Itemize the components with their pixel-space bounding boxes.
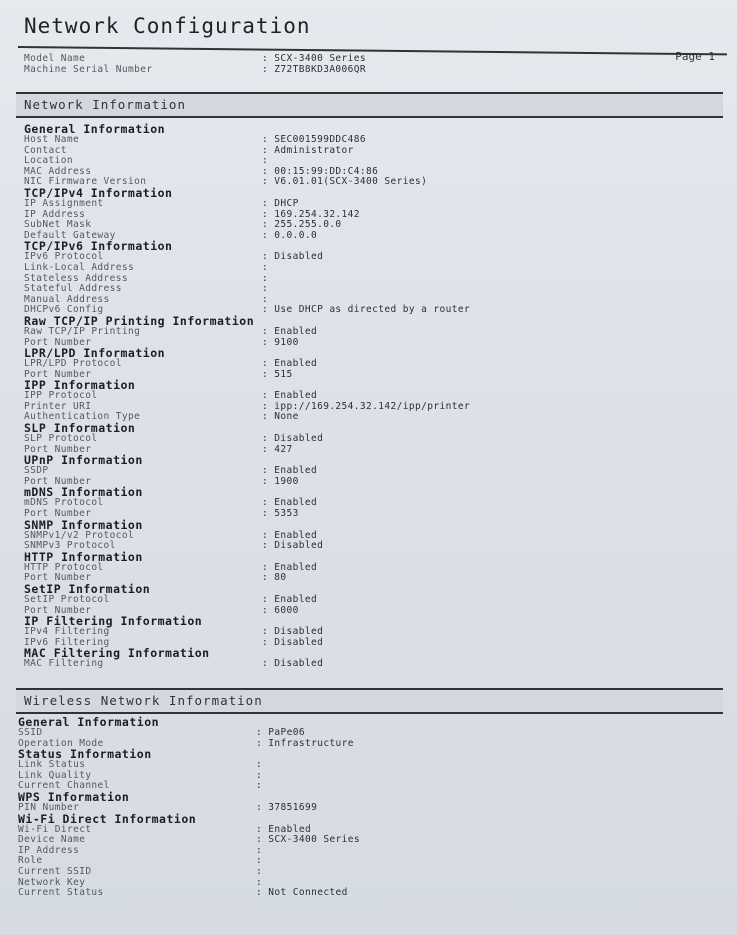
- field-label: Role: [18, 855, 43, 867]
- field-label: Link Status: [18, 759, 86, 771]
- field-value: : 255.255.0.0: [262, 219, 342, 231]
- group-heading-ip-filtering-information: IP Filtering Information: [24, 614, 203, 629]
- field-value: : Enabled: [262, 529, 318, 541]
- field-value: : 169.254.32.142: [262, 208, 360, 220]
- field-value: : V6.01.01(SCX-3400 Series): [262, 176, 428, 188]
- field-label: Default Gateway: [24, 229, 116, 241]
- field-label: LPR/LPD Protocol: [24, 358, 122, 370]
- group-heading-wi-fi-direct-information: Wi-Fi Direct Information: [18, 811, 197, 826]
- section-header-network: Network Information: [16, 92, 723, 118]
- field-value: : 9100: [262, 336, 299, 348]
- field-value: :: [256, 844, 263, 856]
- field-label: Port Number: [24, 475, 92, 487]
- field-label: IP Address: [18, 844, 80, 856]
- field-value: : 00:15:99:DD:C4:86: [262, 165, 379, 177]
- field-value: :: [256, 769, 263, 781]
- field-row-current-status: [18, 888, 538, 899]
- field-label: Stateless Address: [24, 272, 129, 284]
- field-value: :: [256, 780, 263, 792]
- meta-label: Machine Serial Number: [24, 63, 153, 75]
- field-label: Location: [24, 155, 73, 167]
- field-value: : Enabled: [262, 325, 318, 337]
- field-value: : Disabled: [262, 658, 324, 670]
- field-value: : Disabled: [262, 251, 324, 263]
- group-heading-slp-information: SLP Information: [24, 421, 136, 436]
- field-label: Port Number: [24, 508, 92, 520]
- field-label: Printer URI: [24, 400, 92, 412]
- field-value: :: [262, 155, 269, 167]
- field-value: : Enabled: [256, 823, 312, 835]
- field-row-device-name: [18, 835, 538, 846]
- field-label: DHCPv6 Config: [24, 304, 104, 316]
- field-value: : PaPe06: [256, 727, 305, 738]
- field-label: Stateful Address: [24, 283, 122, 295]
- field-value: : Infrastructure: [256, 737, 354, 749]
- field-label: Link-Local Address: [24, 261, 135, 273]
- field-value: : Enabled: [262, 358, 318, 370]
- field-value: : Disabled: [262, 540, 324, 552]
- field-value: : None: [262, 411, 299, 423]
- field-label: Manual Address: [24, 293, 110, 305]
- field-label: NIC Firmware Version: [24, 176, 147, 188]
- field-label: Port Number: [24, 604, 92, 616]
- field-label: IP Assignment: [24, 197, 104, 209]
- field-label: IPv4 Filtering: [24, 626, 110, 638]
- field-label: PIN Number: [18, 801, 80, 813]
- group-heading-mdns-information: mDNS Information: [24, 485, 143, 500]
- field-label: Wi-Fi Direct: [18, 823, 92, 835]
- group-heading-general-information: General Information: [18, 715, 160, 729]
- field-label: Current Status: [18, 887, 104, 899]
- group-heading-tcp-ipv6-information: TCP/IPv6 Information: [24, 239, 173, 254]
- field-value: :: [262, 283, 269, 295]
- field-label: IPP Protocol: [24, 390, 98, 402]
- field-label: Authentication Type: [24, 411, 141, 423]
- field-value: : 1900: [262, 475, 299, 487]
- field-value: :: [256, 759, 263, 771]
- field-row-ssid: [18, 728, 538, 739]
- field-label: SubNet Mask: [24, 219, 92, 231]
- field-row-role: [18, 856, 538, 867]
- field-row-raw-tcp-ip-printing: [24, 327, 544, 338]
- device-meta: [24, 54, 724, 75]
- field-row-host-name: [24, 135, 544, 146]
- field-row-ip-address: [18, 846, 538, 857]
- field-label: MAC Address: [24, 165, 92, 177]
- group-heading-snmp-information: SNMP Information: [24, 517, 143, 532]
- field-row-mac-filtering: [24, 659, 544, 670]
- field-value: : Disabled: [262, 433, 324, 445]
- field-label: Port Number: [24, 443, 92, 455]
- field-label: SNMPv3 Protocol: [24, 540, 116, 552]
- group-heading-http-information: HTTP Information: [24, 549, 143, 564]
- field-value: :: [256, 855, 263, 867]
- field-row-link-status: [18, 760, 538, 771]
- meta-value: : SCX-3400 Series: [262, 53, 367, 64]
- field-value: : SEC001599DDC486: [262, 134, 367, 145]
- field-value: : 5353: [262, 508, 299, 520]
- field-value: :: [262, 261, 269, 273]
- field-row-ip-assignment: [24, 199, 544, 210]
- meta-row: [24, 65, 724, 76]
- field-value: : Enabled: [262, 594, 318, 605]
- field-value: : ipp://169.254.32.142/ipp/printer: [262, 400, 471, 412]
- field-row-setip-protocol: [24, 595, 544, 606]
- field-value: : 515: [262, 368, 293, 380]
- field-value: : 80: [262, 572, 287, 584]
- group-heading-ipp-information: IPP Information: [24, 378, 136, 393]
- field-row-link-local-address: [24, 263, 544, 274]
- field-label: SetIP Protocol: [24, 594, 110, 605]
- field-label: SSDP: [24, 465, 49, 477]
- field-label: Raw TCP/IP Printing: [24, 325, 141, 337]
- field-value: : 37851699: [256, 801, 318, 813]
- wireless-information-section: [18, 717, 538, 899]
- section-header-wireless: Wireless Network Information: [16, 688, 723, 714]
- field-value: :: [256, 876, 263, 888]
- field-label: Host Name: [24, 134, 80, 145]
- field-label: Network Key: [18, 876, 86, 888]
- group-heading-upnp-information: UPnP Information: [24, 453, 143, 468]
- field-label: Operation Mode: [18, 737, 104, 749]
- field-value: :: [262, 272, 269, 284]
- field-value: : Administrator: [262, 144, 354, 156]
- field-label: Port Number: [24, 368, 92, 380]
- field-label: Port Number: [24, 572, 92, 584]
- page-title: Network Configuration: [24, 14, 311, 38]
- group-heading-lpr-lpd-information: LPR/LPD Information: [24, 346, 166, 361]
- field-label: IPv6 Filtering: [24, 636, 110, 648]
- field-label: IP Address: [24, 208, 86, 220]
- page-number: Page 1: [675, 50, 715, 63]
- group-heading-setip-information: SetIP Information: [24, 582, 151, 596]
- field-value: : Enabled: [262, 561, 318, 573]
- field-label: SLP Protocol: [24, 433, 98, 445]
- field-value: : 0.0.0.0: [262, 229, 318, 241]
- field-label: Port Number: [24, 336, 92, 348]
- field-label: Link Quality: [18, 769, 92, 781]
- field-row-contact: [24, 146, 544, 157]
- field-value: : SCX-3400 Series: [256, 834, 361, 846]
- field-value: :: [262, 293, 269, 305]
- field-label: Current Channel: [18, 780, 110, 792]
- field-value: :: [256, 865, 263, 877]
- field-value: : Not Connected: [256, 887, 348, 899]
- group-heading-status-information: Status Information: [18, 747, 152, 762]
- field-label: IPv6 Protocol: [24, 251, 104, 263]
- field-value: : Disabled: [262, 636, 324, 648]
- field-label: HTTP Protocol: [24, 561, 104, 573]
- field-value: : Use DHCP as directed by a router: [262, 304, 471, 316]
- field-value: : 6000: [262, 604, 299, 616]
- field-label: SNMPv1/v2 Protocol: [24, 529, 135, 541]
- group-heading-mac-filtering-information: MAC Filtering Information: [24, 646, 210, 661]
- field-label: Current SSID: [18, 865, 92, 877]
- field-label: Contact: [24, 144, 67, 156]
- field-value: : Disabled: [262, 626, 324, 638]
- field-label: SSID: [18, 727, 43, 738]
- group-heading-raw-tcp-ip-printing-information: Raw TCP/IP Printing Information: [24, 313, 255, 328]
- field-label: MAC Filtering: [24, 658, 104, 670]
- meta-row: [24, 54, 724, 65]
- field-value: : Enabled: [262, 390, 318, 402]
- field-label: mDNS Protocol: [24, 497, 104, 509]
- field-value: : 427: [262, 443, 293, 455]
- network-information-section: [24, 124, 544, 670]
- field-row-current-ssid: [18, 867, 538, 878]
- field-value: : DHCP: [262, 197, 299, 209]
- field-value: : Enabled: [262, 465, 318, 477]
- meta-label: Model Name: [24, 53, 86, 64]
- group-heading-general-information: General Information: [24, 122, 166, 136]
- meta-value: : Z72TB8KD3A006QR: [262, 63, 367, 75]
- group-heading-wps-information: WPS Information: [18, 789, 130, 804]
- field-value: : Enabled: [262, 497, 318, 509]
- group-heading-tcp-ipv4-information: TCP/IPv4 Information: [24, 185, 173, 200]
- field-label: Device Name: [18, 834, 86, 846]
